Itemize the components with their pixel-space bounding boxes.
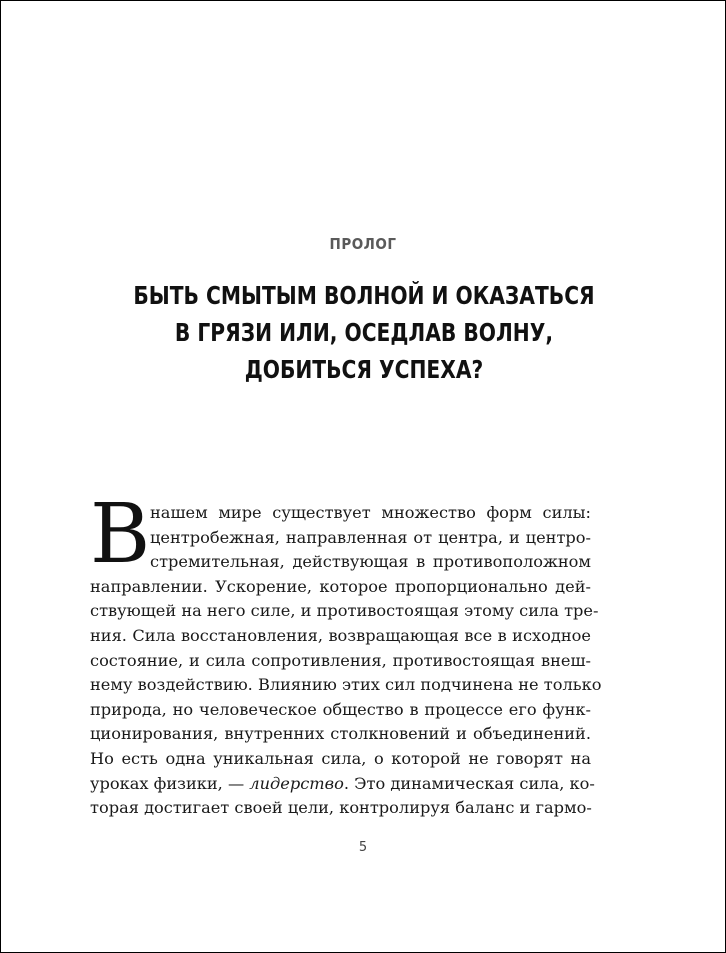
text-line: природа, но человеческое общество в процессе его функ-: [90, 699, 591, 719]
text-line: нему воздействию. Влиянию этих сил подчинена не только: [90, 675, 602, 695]
text-line: Но есть одна уникальная сила, о которой не говорят на: [90, 748, 591, 768]
text-segment: уроках физики, —: [90, 773, 250, 793]
chapter-title-line: БЫТЬ СМЫТЫМ ВОЛНОЙ И ОКАЗАТЬСЯ: [133, 281, 595, 310]
text-line: ствующей на него силе, и противостоящая этому сила тре-: [90, 601, 599, 621]
chapter-kicker: ПРОЛОГ: [329, 235, 397, 253]
text-line: ционирования, внутренних столкновений и объединений.: [90, 724, 591, 744]
drop-cap: В: [90, 487, 151, 582]
page-number: 5: [358, 840, 368, 855]
text-line: торая достигает своей цели, контролируя баланс и гармо-: [90, 798, 592, 818]
text-line: [90, 772, 595, 797]
text-line: центробежная, направленная от центра, и центро-: [150, 527, 591, 547]
chapter-title-line: ДОБИТЬСЯ УСПЕХА?: [244, 355, 484, 384]
body-paragraph: [90, 501, 602, 821]
italic-term: лидерство: [249, 773, 344, 793]
chapter-title: [91, 277, 636, 388]
text-line: направлении. Ускорение, которое пропорционально дей-: [90, 576, 591, 596]
text-line: состояние, и сила сопротивления, противостоящая внеш-: [90, 650, 591, 670]
chapter-title-line: В ГРЯЗИ ИЛИ, ОСЕДЛАВ ВОЛНУ,: [174, 318, 554, 347]
text-segment: . Это динамическая сила, ко-: [343, 773, 595, 793]
text-line: ния. Сила восстановления, возвращающая все в исходное: [90, 625, 591, 645]
text-line: стремительная, действующая в противоположном: [150, 552, 591, 572]
text-line: нашем мире существует множество форм силы:: [150, 503, 591, 522]
